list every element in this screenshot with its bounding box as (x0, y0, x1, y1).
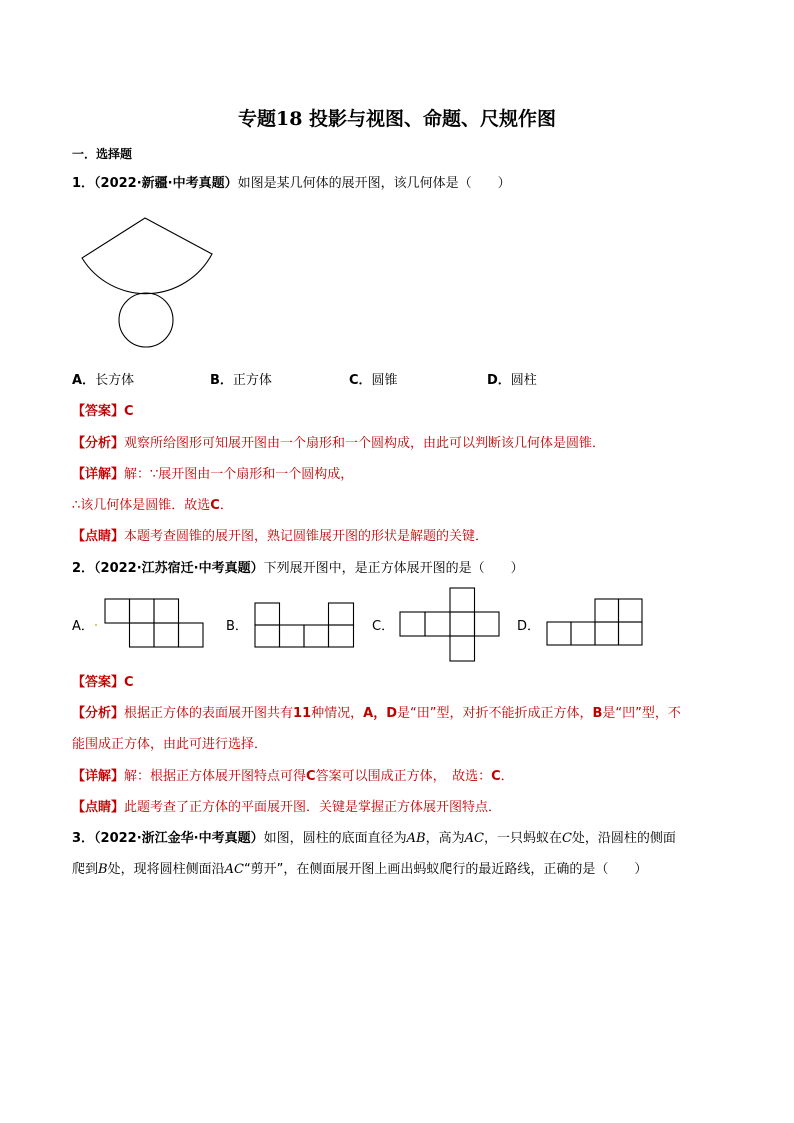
analysis-options: A，D (363, 706, 397, 721)
comment-text: 本题考查圆锥的展开图，熟记圆锥展开图的形状是解题的关键． (124, 529, 489, 544)
detail-line (72, 767, 514, 787)
question-text: 爬到 (72, 862, 99, 877)
segment-label: AB (406, 831, 426, 846)
question-text: “剪开”，在侧面展开图上画出蚂蚁爬行的最近路线，正确的是（ ） (243, 862, 648, 877)
detail-text: 解：∵展开图由一个扇形和一个圆构成， (124, 467, 354, 482)
option-label: A． (72, 373, 96, 388)
option-text: 圆柱 (510, 373, 537, 388)
detail-answer: C (210, 498, 220, 513)
net-d (547, 599, 642, 645)
comment-tag: 【点睛】 (72, 529, 125, 544)
option-label: B． (210, 373, 233, 388)
section-heading: 一．选择题 (72, 147, 133, 161)
analysis-option: B (592, 706, 603, 721)
point-label: B (98, 862, 108, 877)
question-source: （2022·江苏宿迁·中考真题） (94, 561, 264, 576)
detail-end: ． (219, 498, 233, 513)
detail-option: C (306, 769, 316, 784)
detail-end: ． (500, 769, 514, 784)
analysis-tag: 【分析】 (72, 706, 125, 721)
net-c (400, 588, 499, 661)
answer-tag: 【答案】 (72, 404, 125, 419)
question-text: 如图，圆柱的底面直径为 (263, 831, 407, 846)
option-text: 圆锥 (371, 373, 398, 388)
analysis-text: 是“凹”型，不 (602, 706, 681, 721)
question-source: （2022·浙江金华·中考真题） (94, 831, 264, 846)
detail-tag: 【详解】 (72, 467, 125, 482)
question-3-stem-line-2 (72, 860, 647, 880)
question-text: 处，沿圆柱的侧面 (571, 831, 676, 846)
analysis-text: 种情况， (311, 706, 364, 721)
segment-label: AC (464, 831, 484, 846)
analysis-line-2: 能围成正方体，由此可进行选择． (72, 737, 268, 752)
comment-tag: 【点睛】 (72, 800, 125, 815)
option-text: 长方体 (95, 373, 135, 388)
net-b (255, 603, 354, 647)
page-title: 专题18 投影与视图、命题、尺规作图 (237, 108, 557, 130)
question-text: 如图是某几何体的展开图，该几何体是（ ） (237, 176, 511, 191)
question-text: 下列展开图中，是正方体展开图的是（ ） (263, 561, 524, 576)
option-a-label[interactable]: A． (72, 619, 94, 634)
detail-text: 解：根据正方体展开图特点可得 (124, 769, 307, 784)
question-number: 1． (72, 176, 95, 191)
answer-line (72, 673, 134, 693)
question-text: ，高为 (425, 831, 465, 846)
net-a (95, 599, 203, 647)
option-c-label[interactable]: C． (372, 619, 395, 634)
analysis-text: 观察所给图形可知展开图由一个扇形和一个圆构成，由此可以判断该几何体是圆锥． (124, 436, 606, 451)
answer-value: C (124, 675, 134, 690)
segment-label: AC (224, 862, 244, 877)
detail-text: 答案可以围成正方体， 故选： (315, 769, 492, 784)
option-label: D． (487, 373, 511, 388)
comment-line (72, 798, 501, 818)
answer-tag: 【答案】 (72, 675, 125, 690)
option-d-label[interactable]: D． (517, 619, 541, 634)
analysis-line (72, 704, 681, 724)
question-text: ，一只蚂蚁在 (483, 831, 562, 846)
question-text: 处，现将圆柱侧面沿 (107, 862, 225, 877)
option-b-label[interactable]: B． (226, 619, 248, 634)
comment-text: 此题考查了正方体的平面展开图．关键是掌握正方体展开图特点． (124, 800, 502, 815)
question-number: 3． (72, 831, 95, 846)
analysis-text: 根据正方体的表面展开图共有 (124, 706, 294, 721)
option-text: 正方体 (232, 373, 272, 388)
analysis-number: 11 (293, 706, 312, 721)
analysis-text: 是“田”型，对折不能折成正方体， (397, 706, 593, 721)
question-3-stem (72, 829, 676, 849)
point-label: C (561, 831, 572, 846)
detail-text: ∴该几何体是圆锥．故选 (72, 498, 211, 513)
answer-value: C (124, 404, 134, 419)
detail-answer: C (491, 769, 501, 784)
detail-tag: 【详解】 (72, 769, 125, 784)
option-label: C． (349, 373, 372, 388)
question-source: （2022·新疆·中考真题） (94, 176, 238, 191)
analysis-tag: 【分析】 (72, 436, 125, 451)
question-number: 2． (72, 561, 95, 576)
